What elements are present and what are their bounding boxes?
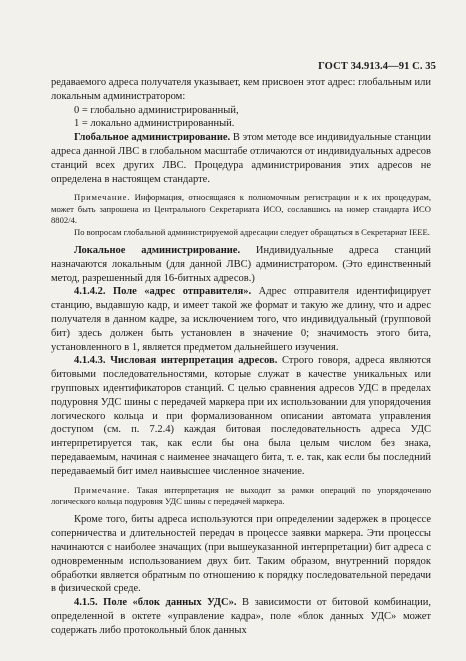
paragraph-text: Адрес отправителя идентифицирует станцию, выдавшую кадр, и имеет такой же формат и такую же длину, что и адрес получателя в данном кадре, за исключением того, что индивидуальный (групповой бит) здесь должен быть установлен в значение 0; значимость этого бита, установленного в 1, является предметом дальнейшего изучения. [51,286,432,353]
paragraph [51,244,431,285]
paragraph [51,354,431,478]
note: По вопросам глобальной администрируемой адресации следует обращаться в Секретариат IEEE. [74,226,430,237]
paragraph-text: В этом методе все индивидуальные станции адреса данной ЛВС в глобальном масштабе отличаются от индивидуальных адресов станций всех других ЛВС. Процедура администрирования этих адресов не определена в настоящем стандарте. [51,132,431,185]
section-heading: Глобальное администрирование. [74,132,231,144]
note-label: Примечание. [74,484,131,495]
page-body [51,76,431,638]
page-header: ГОСТ 34.913.4—91 С. 35 [318,61,436,72]
section-heading: 4.1.5. Поле «блок данных УДС». [74,597,237,609]
note [51,485,431,508]
note-label: Примечание. [74,192,131,203]
paragraph-text: Строго говоря, адреса являются битовыми последовательностями, которые служат в качестве уникальных или групповых идентификаторов станций. С целью сравнения адресов УДС в пределах подуровня УДС шины с передачей маркера при их использовании для упорядочения логического кольца и при формализованном описании автомата управления доступом (см. п. 7.2.4) каждая битовая последовательность адреса УДС интерпретируется так, как если бы она была целым числом без знака, передаваемым, начиная с наименее значащего бита, т. е. так, как если бы последний передаваемый бит имел наивысшее численное значение. [51,355,431,477]
list-item: 0 = глобально администрированный, [74,104,239,116]
note-text: Информация, относящаяся к полномочным регистрации и к их процедурам, может быть запрошена из Центрального Секретариата ИСО, сославшись на номер стандарта ИСО 8802/4. [51,192,431,226]
section-heading: 4.1.4.2. Поле «адрес отправителя». [74,286,252,298]
note-text: Такая интерпретация не выходит за рамки операций по упорядочению логического кольца подуровня УДС шины с передачей маркера. [51,484,431,506]
paragraph [51,131,431,186]
list-item: 1 = локально администрированный. [74,118,235,130]
note [51,192,431,226]
section-heading: 4.1.4.3. Числовая интерпретация адресов. [74,355,278,367]
paragraph: Кроме того, биты адреса используются при определении задержек в процессе соперничества и длительностей передач в процессе заявки маркера. Эти процессы начинаются с наиболее значащих (при вышеуказанной интерпретации) бит адреса с одновременным использованием двух бит. Таким образом, внутренний порядок обработки является обратным по отношению к порядку последовательной передачи в физической среде. [51,514,431,595]
paragraph-text: В зависимости от битовой комбинации, определенной в октете «управление кадра», поле «блок данных УДС» может содержать либо протокольный блок данных [51,597,432,636]
paragraph: редаваемого адреса получателя указывает, кем присвоен этот адрес: глобальным или локальным администратором: [51,77,431,102]
paragraph-text: Индивидуальные адреса станций назначаются локальным (для данной ЛВС) администратором. (Это единственный метод, разрешенный для 16-битных адресов.) [51,245,432,284]
section-heading: Локальное администрирование. [74,245,241,256]
paragraph [51,285,431,354]
paragraph [51,596,431,637]
